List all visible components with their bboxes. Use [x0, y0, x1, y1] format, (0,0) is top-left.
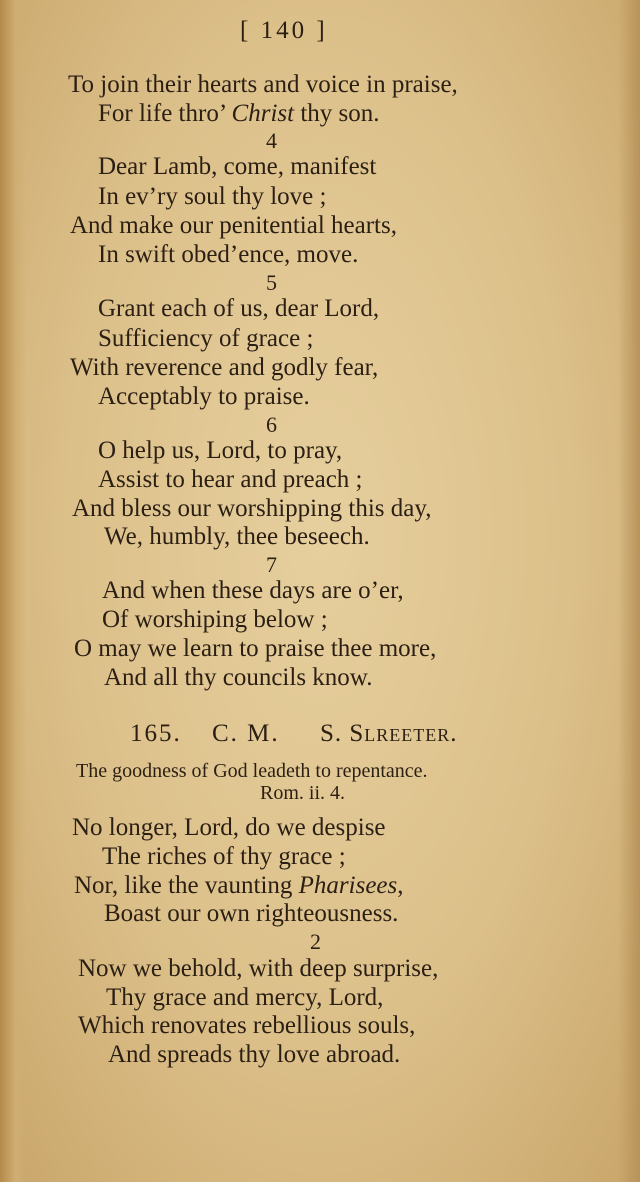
scripture-reference: Rom. ii. 4. — [260, 782, 346, 804]
verse-number: 2 — [310, 929, 321, 954]
page-edge-shadow-left — [0, 0, 26, 1182]
hymn-number: 165. — [130, 720, 182, 747]
verse-line: Of worshiping below ; — [102, 606, 328, 633]
verse-line: Sufficiency of grace ; — [98, 325, 314, 352]
verse-line: We, humbly, thee beseech. — [104, 523, 370, 550]
verse-line: In swift obed’ence, move. — [98, 241, 359, 268]
verse-line: To join their hearts and voice in praise, — [68, 71, 458, 98]
emphasis-word: Pharisees — [298, 872, 398, 899]
hymn-meter: C. M. — [212, 720, 280, 747]
verse-line: And all thy councils know. — [104, 664, 373, 691]
verse-line: Nor, like the vaunting Pharisees, — [74, 872, 404, 899]
verse-number: 7 — [266, 552, 277, 577]
hymn-author: S. Slreeter. — [320, 720, 458, 747]
verse-number: 6 — [266, 412, 277, 437]
page-number: [ 140 ] — [240, 17, 328, 44]
verse-line: And make our penitential hearts, — [70, 212, 397, 239]
verse-line: In ev’ry soul thy love ; — [98, 183, 327, 210]
verse-line: Thy grace and mercy, Lord, — [106, 984, 384, 1011]
verse-number: 4 — [266, 128, 277, 153]
verse-line: Grant each of us, dear Lord, — [98, 295, 380, 322]
hymn-subtitle: The goodness of God leadeth to repentance. — [76, 760, 428, 782]
page-edge-shadow-right — [618, 0, 640, 1182]
verse-line: Acceptably to praise. — [98, 383, 310, 410]
verse-line: And bless our worshipping this day, — [72, 495, 432, 522]
verse-line: O may we learn to praise thee more, — [74, 635, 437, 662]
verse-line: And when these days are o’er, — [102, 577, 404, 604]
verse-line: No longer, Lord, do we despise — [72, 814, 386, 841]
emphasis-word: Christ — [231, 100, 295, 127]
verse-line: For life thro’ Christ thy son. — [98, 100, 380, 127]
verse-line: And spreads thy love abroad. — [108, 1041, 401, 1068]
verse-line: Now we behold, with deep surprise, — [78, 955, 439, 982]
verse-line: Which renovates rebellious souls, — [78, 1012, 416, 1039]
verse-line: Assist to hear and preach ; — [98, 466, 363, 493]
verse-number: 5 — [266, 270, 277, 295]
verse-line: Boast our own righteousness. — [104, 900, 399, 927]
verse-line: Dear Lamb, come, manifest — [98, 153, 377, 180]
verse-line: The riches of thy grace ; — [102, 843, 346, 870]
verse-line: With reverence and godly fear, — [70, 354, 379, 381]
verse-line: O help us, Lord, to pray, — [98, 437, 343, 464]
